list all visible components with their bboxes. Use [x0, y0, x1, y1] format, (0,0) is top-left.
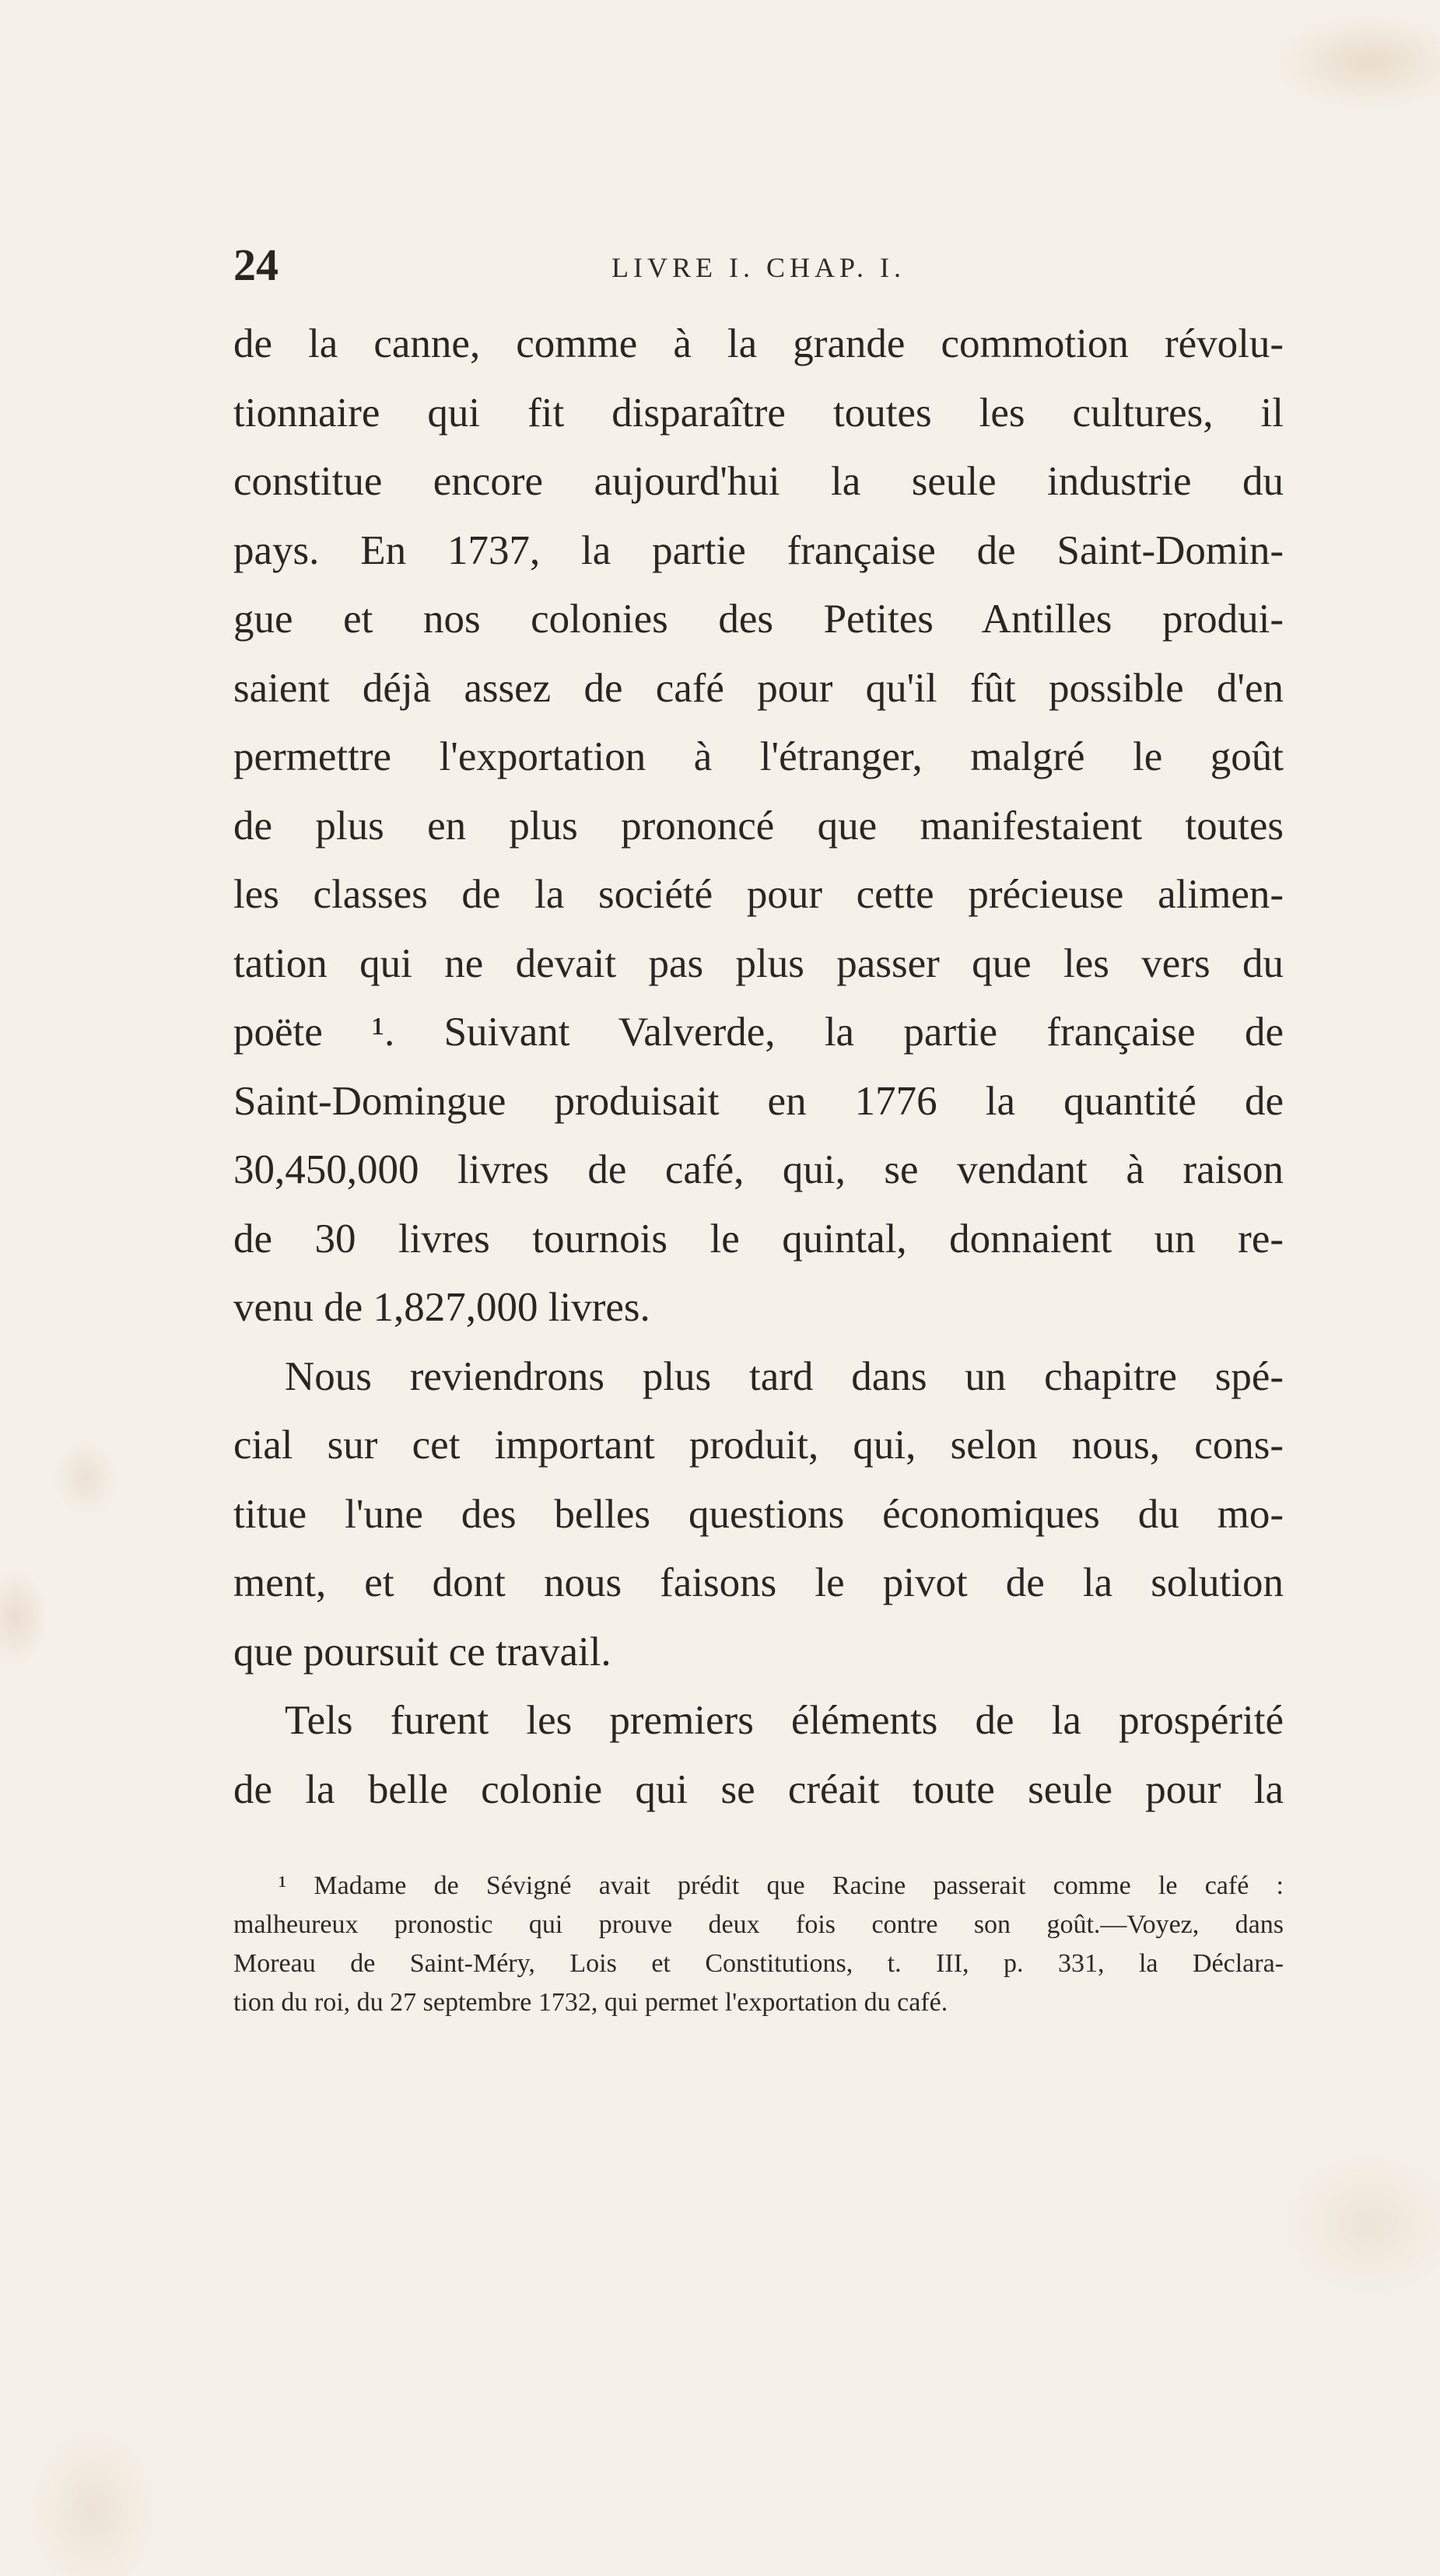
- text-line: gue et nos colonies des Petites Antilles produi-: [233, 597, 1284, 642]
- text-line: de plus en plus prononcé que manifestaient toutes: [233, 803, 1284, 849]
- body-text: [233, 310, 1284, 1824]
- text-line: poëte ¹. Suivant Valverde, la partie française de: [233, 1010, 1284, 1055]
- text-line: Tels furent les premiers éléments de la prospérité: [285, 1698, 1284, 1743]
- text-line: Saint-Domingue produisait en 1776 la quantité de: [233, 1078, 1284, 1124]
- text-line: de la canne, comme à la grande commotion révolu-: [233, 321, 1284, 366]
- text-line: de la belle colonie qui se créait toute seule pour la: [233, 1766, 1284, 1812]
- text-line: tionnaire qui fit disparaître toutes les cultures, il: [233, 390, 1284, 436]
- footnote: [233, 1867, 1284, 2022]
- text-line: tation qui ne devait pas plus passer que les vers du: [233, 940, 1284, 986]
- footnote-line: malheureux pronostic qui prouve deux fois contre son goût.—Voyez, dans: [233, 1910, 1284, 1939]
- footnote-line: Moreau de Saint-Méry, Lois et Constitutions, t. III, p. 331, la Déclara-: [233, 1949, 1284, 1978]
- page-number: 24: [233, 240, 279, 290]
- text-line: de 30 livres tournois le quintal, donnaient un re-: [233, 1216, 1284, 1262]
- text-line: Nous reviendrons plus tard dans un chapitre spé-: [285, 1353, 1284, 1399]
- text-line: constitue encore aujourd'hui la seule industrie du: [233, 459, 1284, 504]
- text-line: 30,450,000 livres de café, qui, se vendant à raison: [233, 1147, 1284, 1192]
- footnote-line: tion du roi, du 27 septembre 1732, qui permet l'exportation du café.: [233, 1988, 948, 2017]
- text-line: les classes de la société pour cette précieuse alimen-: [233, 872, 1284, 917]
- running-head: LIVRE I. CHAP. I.: [611, 252, 906, 283]
- text-line: venu de 1,827,000 livres.: [233, 1285, 650, 1330]
- text-line: titue l'une des belles questions économiques du mo-: [233, 1491, 1284, 1537]
- footnote-line: ¹ Madame de Sévigné avait prédit que Racine passerait comme le café :: [279, 1871, 1284, 1900]
- text-line: saient déjà assez de café pour qu'il fût possible d'en: [233, 665, 1284, 711]
- text-line: permettre l'exportation à l'étranger, malgré le goût: [233, 734, 1284, 779]
- text-line: que poursuit ce travail.: [233, 1629, 611, 1675]
- text-line: pays. En 1737, la partie française de Saint-Domin-: [233, 527, 1284, 573]
- text-line: cial sur cet important produit, qui, selon nous, cons-: [233, 1423, 1284, 1468]
- page-header: [233, 233, 1284, 296]
- text-line: ment, et dont nous faisons le pivot de la solution: [233, 1560, 1284, 1605]
